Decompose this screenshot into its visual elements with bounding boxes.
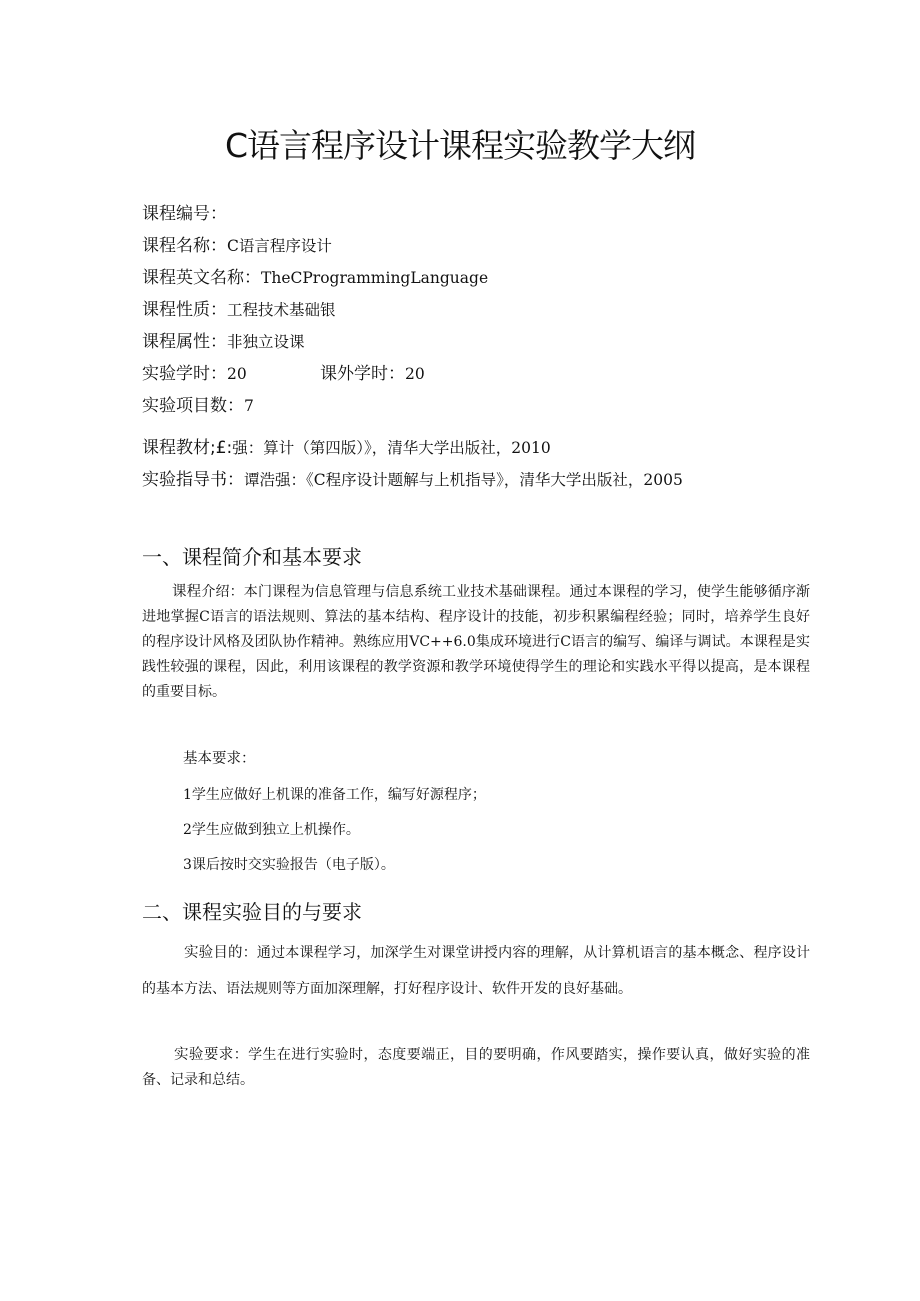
english-name-label: 课程英文名称：	[142, 268, 261, 288]
lab-requirement-label: 实验要求	[174, 1047, 234, 1063]
nature-label: 课程性质：	[142, 300, 227, 320]
requirement-item-2: 2学生应做到独立上机操作。	[183, 822, 360, 838]
requirements-label: 基本要求：	[183, 751, 256, 767]
course-intro-text: 介绍：本门课程为信息管理与信息系统工业技术基础课程。通过本课程的学习，使学生能够循序渐进地掌握C语言的语法规则、算法的基本结构、程序设计的技能，初步积累编程经验；同时，培养学生良好的程序设计风格及团队协作精神。熟练应用VC++6.0集成环境进行C语言的编写、编译与调试。本课程是实践性较强的课程，因此，利用该课程的教学资源和教学环境使得学生的理论和实践水平得以提高，是本课程的重要目标。	[142, 584, 811, 700]
english-name-value: TheCProgrammingLanguage	[261, 269, 489, 287]
lab-purpose-text: ：通过本课程学习，加深学生对课堂讲授内容的理解，从计算机语言的基本概念、程序设计的基本方法、语法规则等方面加深理解，打好程序设计、软件开发的良好基础。	[142, 945, 811, 997]
course-name-line	[142, 235, 332, 257]
course-name-label: 课程名称：	[142, 236, 227, 256]
project-count-line	[142, 395, 254, 417]
course-intro-label: 课程	[172, 584, 202, 600]
requirement-item-3: 3课后按时交实验报告（电子版）。	[183, 857, 395, 873]
lab-requirement-paragraph	[142, 1043, 810, 1093]
extra-hours-label: 课外学时：	[320, 364, 405, 384]
requirement-item-1: 1学生应做好上机课的准备工作，编写好源程序；	[183, 787, 486, 803]
lab-purpose-paragraph	[142, 935, 810, 1007]
guide-value: 谭浩强：《C程序设计题解与上机指导》，清华大学出版社，2005	[244, 471, 683, 489]
nature-value: 工程技术基础银	[227, 301, 336, 319]
section-heading-2: 二、课程实验目的与要求	[142, 900, 362, 924]
project-count-value: 7	[244, 397, 254, 415]
section-heading-1: 一、课程简介和基本要求	[142, 545, 362, 569]
extra-hours-value: 20	[405, 365, 425, 383]
course-intro-paragraph	[142, 580, 810, 705]
course-code-line	[142, 203, 227, 225]
attribute-line	[142, 331, 305, 353]
course-name-value: C语言程序设计	[227, 237, 332, 255]
lab-requirement-text: ：学生在进行实验时，态度要端正，目的要明确，作风要踏实，操作要认真，做好实验的准备、记录和总结。	[142, 1047, 811, 1088]
extra-hours-line	[320, 363, 425, 385]
textbook-value: 强：算计（第四版）》，清华大学出版社，2010	[232, 439, 551, 457]
lab-hours-line	[142, 363, 247, 385]
textbook-line	[142, 437, 551, 459]
attribute-value: 非独立设课	[227, 333, 305, 351]
guide-line	[142, 469, 683, 491]
attribute-label: 课程属性：	[142, 332, 227, 352]
guide-label: 实验指导书：	[142, 470, 244, 490]
english-name-line	[142, 267, 488, 289]
nature-line	[142, 299, 336, 321]
lab-hours-value: 20	[227, 365, 247, 383]
lab-hours-label: 实验学时：	[142, 364, 227, 384]
project-count-label: 实验项目数：	[142, 396, 244, 416]
course-code-label: 课程编号：	[142, 204, 227, 224]
document-title: C语言程序设计课程实验教学大纲	[224, 126, 696, 165]
lab-purpose-label: 实验目的	[184, 945, 243, 961]
textbook-label: 课程教材;£:	[142, 438, 233, 458]
